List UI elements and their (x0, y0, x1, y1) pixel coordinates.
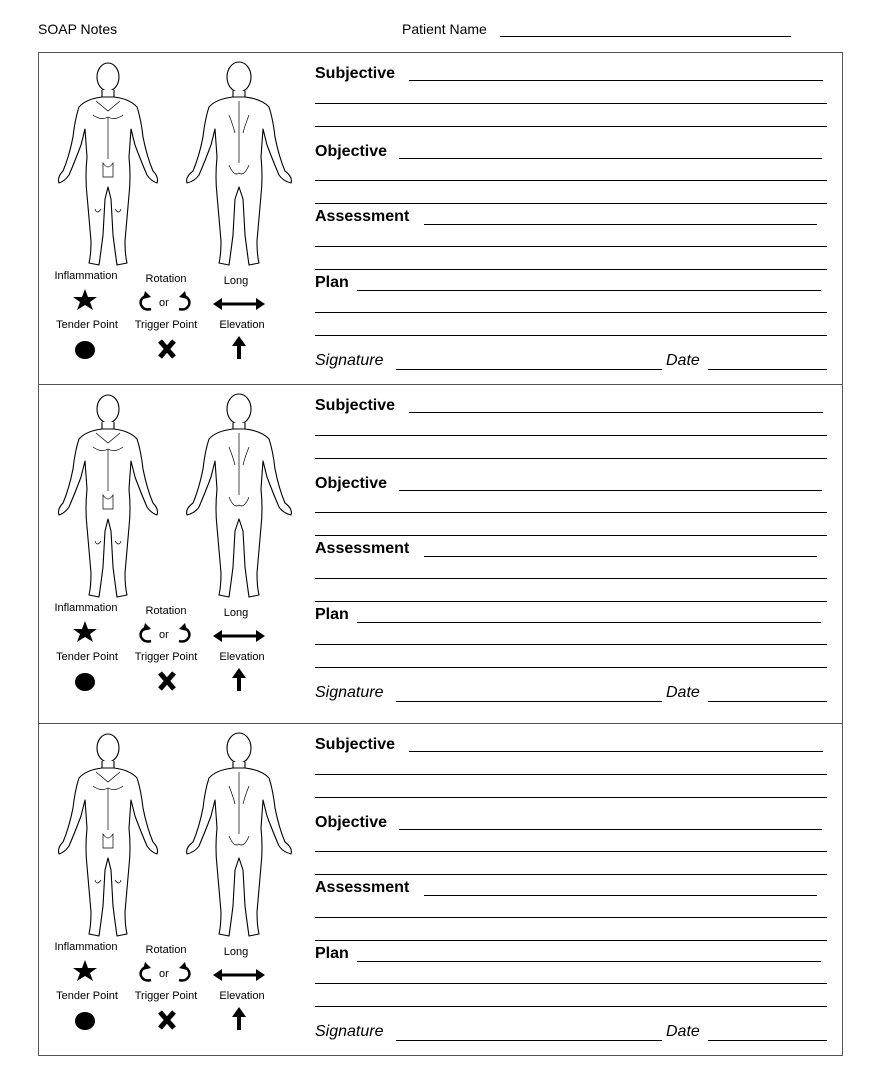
soap-form-area (314, 724, 834, 1055)
assessment-line[interactable] (424, 895, 817, 896)
assessment-label: Assessment (315, 879, 410, 896)
objective-label: Objective (315, 814, 388, 831)
subjective-line-3[interactable] (315, 797, 827, 798)
subjective-label: Subjective (315, 736, 396, 753)
legend-long-label: Long (223, 607, 249, 619)
star-icon (67, 286, 103, 312)
assessment-label: Assessment (315, 540, 410, 557)
subjective-line-2[interactable] (315, 774, 827, 775)
legend-rotation-label: Rotation (145, 605, 187, 617)
soap-form-area (314, 385, 834, 723)
legend-elevation-label: Elevation (219, 651, 265, 663)
legend-tender-point-label: Tender Point (56, 990, 118, 1002)
legend-long-label: Long (223, 275, 249, 287)
date-line[interactable] (708, 701, 827, 702)
soap-note-block (38, 723, 843, 1056)
signature-label: Signature (315, 684, 384, 701)
x-mark-icon (149, 336, 185, 362)
star-icon (67, 618, 103, 644)
signature-line[interactable] (396, 701, 662, 702)
assessment-line[interactable] (424, 556, 817, 557)
assessment-line-3[interactable] (315, 269, 827, 270)
date-line[interactable] (708, 1040, 827, 1041)
up-arrow-icon (221, 667, 257, 693)
legend-tender-point-label: Tender Point (56, 651, 118, 663)
soap-note-block (38, 384, 843, 724)
legend-trigger-point-label: Trigger Point (134, 651, 198, 663)
signature-label: Signature (315, 352, 384, 369)
signature-line[interactable] (396, 1040, 662, 1041)
objective-line[interactable] (399, 490, 822, 491)
legend-rotation-label: Rotation (145, 273, 187, 285)
objective-line-2[interactable] (315, 851, 827, 852)
x-mark-icon (149, 1007, 185, 1033)
document-title: SOAP Notes (38, 21, 118, 37)
patient-name-label: Patient Name (402, 21, 487, 37)
subjective-label: Subjective (315, 65, 396, 82)
x-mark-icon (149, 668, 185, 694)
objective-line-3[interactable] (315, 874, 827, 875)
objective-line[interactable] (399, 158, 822, 159)
body-front-figure[interactable] (51, 59, 166, 271)
date-label: Date (666, 352, 700, 369)
legend-inflammation-label: Inflammation (54, 602, 118, 614)
up-arrow-icon (221, 1006, 257, 1032)
legend-inflammation-label: Inflammation (54, 270, 118, 282)
rotation-or-text: or (159, 297, 169, 309)
assessment-line-2[interactable] (315, 246, 827, 247)
subjective-line[interactable] (409, 412, 823, 413)
body-back-figure[interactable] (179, 730, 299, 942)
body-front-figure[interactable] (51, 391, 166, 603)
plan-line-3[interactable] (315, 335, 827, 336)
plan-line-2[interactable] (315, 312, 827, 313)
plan-line-2[interactable] (315, 644, 827, 645)
objective-line-2[interactable] (315, 512, 827, 513)
legend-trigger-point-label: Trigger Point (134, 319, 198, 331)
legend-trigger-point-label: Trigger Point (134, 990, 198, 1002)
objective-line-2[interactable] (315, 180, 827, 181)
plan-line-2[interactable] (315, 983, 827, 984)
date-line[interactable] (708, 369, 827, 370)
assessment-line-3[interactable] (315, 601, 827, 602)
subjective-line[interactable] (409, 80, 823, 81)
assessment-line-3[interactable] (315, 940, 827, 941)
subjective-line-3[interactable] (315, 458, 827, 459)
double-arrow-icon (213, 623, 265, 649)
objective-line-3[interactable] (315, 203, 827, 204)
soap-form-area (314, 53, 834, 384)
plan-line[interactable] (357, 961, 821, 962)
body-back-figure[interactable] (179, 59, 299, 271)
legend-elevation-label: Elevation (219, 990, 265, 1002)
subjective-label: Subjective (315, 397, 396, 414)
assessment-line-2[interactable] (315, 578, 827, 579)
plan-line[interactable] (357, 290, 821, 291)
star-icon (67, 957, 103, 983)
patient-name-field[interactable] (500, 36, 791, 37)
legend-tender-point-label: Tender Point (56, 319, 118, 331)
soap-note-block (38, 52, 843, 385)
filled-circle-icon (67, 668, 103, 694)
plan-label: Plan (315, 945, 349, 962)
legend-long-label: Long (223, 946, 249, 958)
double-arrow-icon (213, 962, 265, 988)
rotation-or-text: or (159, 968, 169, 980)
page-header (0, 0, 878, 50)
subjective-line-2[interactable] (315, 435, 827, 436)
body-front-figure[interactable] (51, 730, 166, 942)
double-arrow-icon (213, 291, 265, 317)
signature-label: Signature (315, 1023, 384, 1040)
subjective-line[interactable] (409, 751, 823, 752)
subjective-line-3[interactable] (315, 126, 827, 127)
rotation-icon (135, 621, 195, 647)
legend-elevation-label: Elevation (219, 319, 265, 331)
assessment-line-2[interactable] (315, 917, 827, 918)
plan-line[interactable] (357, 622, 821, 623)
date-label: Date (666, 1023, 700, 1040)
assessment-line[interactable] (424, 224, 817, 225)
rotation-icon (135, 960, 195, 986)
plan-line-3[interactable] (315, 1006, 827, 1007)
plan-line-3[interactable] (315, 667, 827, 668)
rotation-icon (135, 289, 195, 315)
up-arrow-icon (221, 335, 257, 361)
filled-circle-icon (67, 336, 103, 362)
filled-circle-icon (67, 1007, 103, 1033)
assessment-label: Assessment (315, 208, 410, 225)
signature-line[interactable] (396, 369, 662, 370)
objective-label: Objective (315, 143, 388, 160)
objective-line-3[interactable] (315, 535, 827, 536)
legend-rotation-label: Rotation (145, 944, 187, 956)
body-back-figure[interactable] (179, 391, 299, 603)
plan-label: Plan (315, 274, 349, 291)
rotation-or-text: or (159, 629, 169, 641)
legend-inflammation-label: Inflammation (54, 941, 118, 953)
plan-label: Plan (315, 606, 349, 623)
objective-line[interactable] (399, 829, 822, 830)
objective-label: Objective (315, 475, 388, 492)
date-label: Date (666, 684, 700, 701)
subjective-line-2[interactable] (315, 103, 827, 104)
